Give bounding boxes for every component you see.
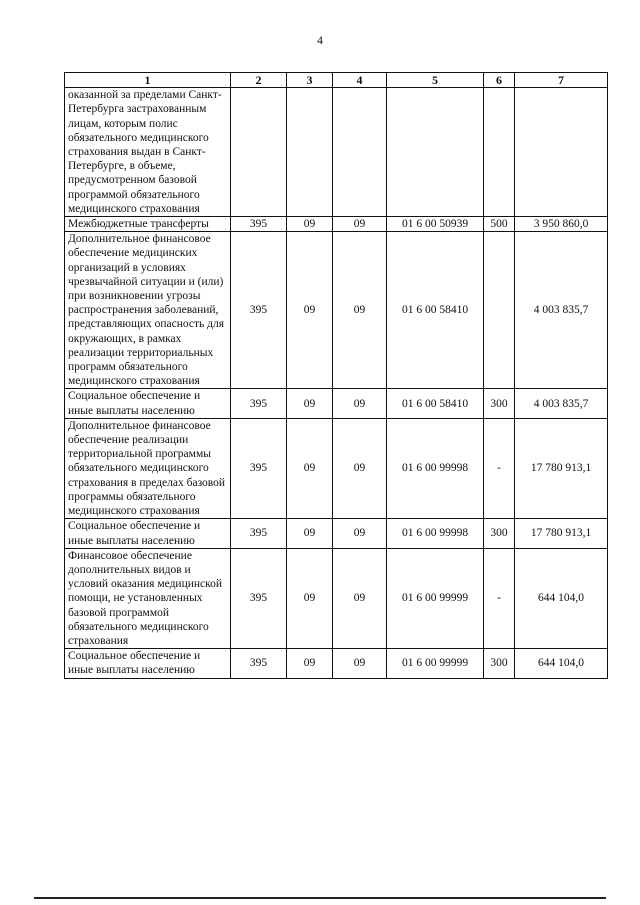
row-col-3: 09	[287, 519, 333, 548]
row-col-2	[231, 88, 287, 217]
row-col-6: -	[484, 418, 515, 518]
table-row	[65, 649, 608, 678]
row-col-2: 395	[231, 519, 287, 548]
row-col-2: 395	[231, 649, 287, 678]
row-col-5: 01 6 00 50939	[387, 217, 484, 232]
header-col-6: 6	[484, 73, 515, 88]
header-col-2: 2	[231, 73, 287, 88]
row-col-3: 09	[287, 418, 333, 518]
row-name: Социальное обеспечение и иные выплаты населению	[65, 649, 231, 678]
row-name: Социальное обеспечение и иные выплаты населению	[65, 519, 231, 548]
row-col-4	[333, 88, 387, 217]
row-col-6: 300	[484, 389, 515, 418]
row-col-3	[287, 88, 333, 217]
table-row	[65, 217, 608, 232]
row-col-5	[387, 88, 484, 217]
header-col-4: 4	[333, 73, 387, 88]
row-col-7: 4 003 835,7	[515, 389, 608, 418]
row-name: Дополнительное финансовое обеспечение реализации территориальной программы обязательного медицинского страхования в пределах базовой программы обязательного медицинского страхования	[65, 418, 231, 518]
row-col-4: 09	[333, 649, 387, 678]
row-col-4: 09	[333, 519, 387, 548]
row-col-3: 09	[287, 649, 333, 678]
row-col-2: 395	[231, 232, 287, 389]
row-col-2: 395	[231, 217, 287, 232]
row-col-3: 09	[287, 548, 333, 648]
row-name: Финансовое обеспечение дополнительных видов и условий оказания медицинской помощи, не установленных базовой программой обязательного медицинского страхования	[65, 548, 231, 648]
row-col-7: 644 104,0	[515, 548, 608, 648]
row-col-5: 01 6 00 58410	[387, 232, 484, 389]
row-col-3: 09	[287, 232, 333, 389]
row-name: Дополнительное финансовое обеспечение медицинских организаций в условиях чрезвычайной ситуации и (или) при возникновении угрозы распространения заболеваний, представляющих опасность для окружающих, в рамках реализации территориальных программ обязательного медицинского страхования	[65, 232, 231, 389]
budget-table	[64, 72, 608, 679]
row-col-6: -	[484, 548, 515, 648]
row-col-4: 09	[333, 418, 387, 518]
header-col-1: 1	[65, 73, 231, 88]
row-col-2: 395	[231, 389, 287, 418]
row-col-7	[515, 88, 608, 217]
row-col-5: 01 6 00 99998	[387, 418, 484, 518]
row-col-5: 01 6 00 99999	[387, 649, 484, 678]
row-col-2: 395	[231, 548, 287, 648]
row-col-4: 09	[333, 548, 387, 648]
row-col-6: 300	[484, 649, 515, 678]
table-row	[65, 389, 608, 418]
row-col-3: 09	[287, 217, 333, 232]
table-row	[65, 519, 608, 548]
table-row	[65, 232, 608, 389]
row-col-5: 01 6 00 99998	[387, 519, 484, 548]
row-col-6: 500	[484, 217, 515, 232]
row-col-6	[484, 88, 515, 217]
row-col-6	[484, 232, 515, 389]
page-number: 4	[317, 33, 323, 47]
header-col-7: 7	[515, 73, 608, 88]
row-col-7: 17 780 913,1	[515, 418, 608, 518]
row-name: Социальное обеспечение и иные выплаты населению	[65, 389, 231, 418]
row-col-5: 01 6 00 99999	[387, 548, 484, 648]
footer-rule	[34, 897, 606, 899]
header-row	[65, 73, 608, 88]
row-col-4: 09	[333, 217, 387, 232]
row-name: Межбюджетные трансферты	[65, 217, 231, 232]
row-col-4: 09	[333, 389, 387, 418]
row-col-4: 09	[333, 232, 387, 389]
header-col-5: 5	[387, 73, 484, 88]
row-name: оказанной за пределами Санкт-Петербурга застрахованным лицам, которым полис обязательного медицинского страхования выдан в Санкт-Петербурге, в объеме, предусмотренном базовой программой обязательного медицинского страхования	[65, 88, 231, 217]
row-col-7: 644 104,0	[515, 649, 608, 678]
header-col-3: 3	[287, 73, 333, 88]
table-row	[65, 548, 608, 648]
table-row	[65, 88, 608, 217]
row-col-2: 395	[231, 418, 287, 518]
row-col-7: 17 780 913,1	[515, 519, 608, 548]
row-col-6: 300	[484, 519, 515, 548]
row-col-3: 09	[287, 389, 333, 418]
row-col-7: 3 950 860,0	[515, 217, 608, 232]
row-col-5: 01 6 00 58410	[387, 389, 484, 418]
table-row	[65, 418, 608, 518]
row-col-7: 4 003 835,7	[515, 232, 608, 389]
